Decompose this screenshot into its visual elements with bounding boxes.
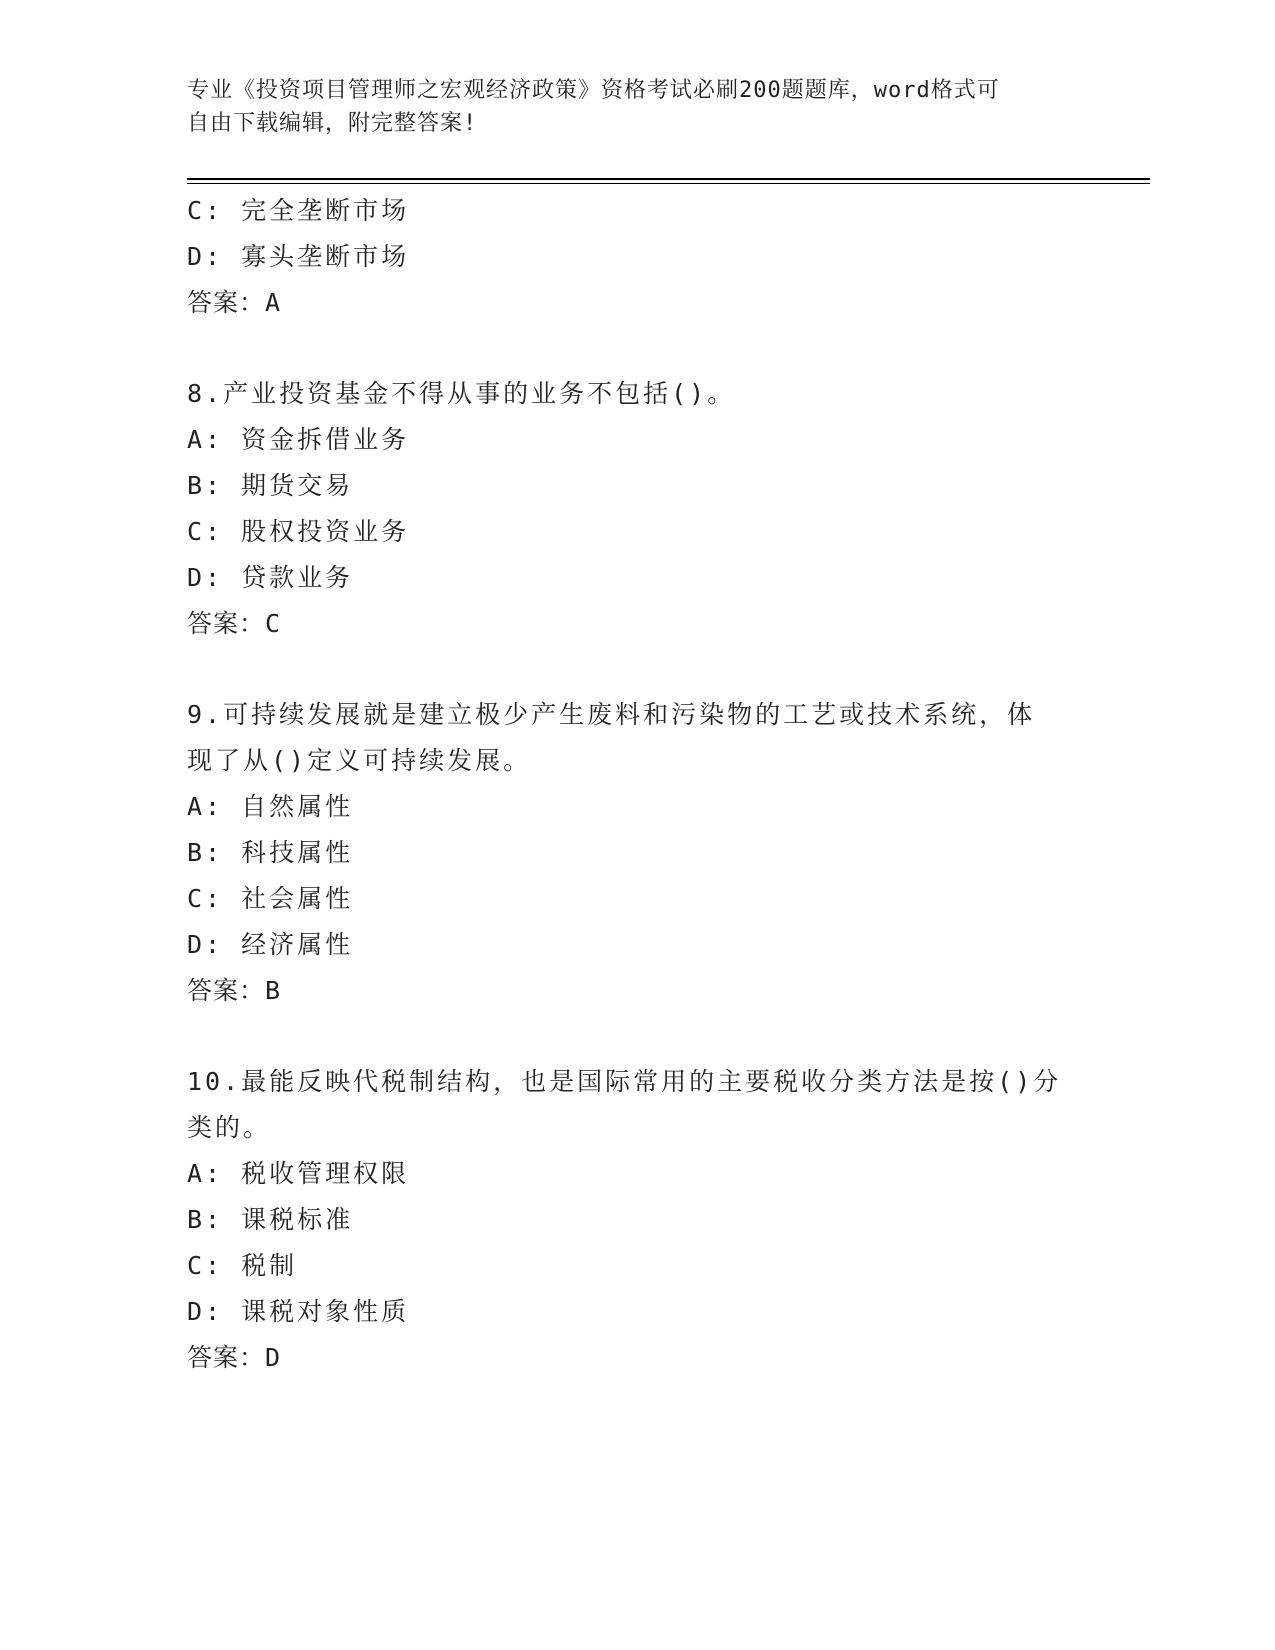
option-d: D: 贷款业务: [187, 563, 354, 592]
option-a: A: 自然属性: [187, 792, 354, 821]
option-a: A: 资金拆借业务: [187, 425, 410, 454]
header-line-1: 专业《投资项目管理师之宏观经济政策》资格考试必刷200题题库，word格式可: [187, 78, 1000, 103]
option-b: B: 课税标准: [187, 1205, 354, 1234]
spacer: [187, 647, 1087, 692]
question-text-line-1: 9.可持续发展就是建立极少产生废料和污染物的工艺或技术系统，体: [187, 700, 1036, 729]
question-list: [187, 188, 1087, 1381]
question-text-line-1: 10.最能反映代税制结构，也是国际常用的主要税收分类方法是按()分: [187, 1067, 1062, 1096]
option-d: D: 课税对象性质: [187, 1297, 410, 1326]
question-7: [187, 188, 1087, 326]
header-divider-thin: [187, 183, 1150, 184]
question-8: [187, 371, 1087, 647]
header-divider-thick: [187, 178, 1150, 180]
option-d: D: 经济属性: [187, 930, 354, 959]
answer: 答案：A: [187, 288, 282, 317]
question-text-line-2: 现了从()定义可持续发展。: [187, 746, 532, 775]
document-header: [187, 74, 1087, 140]
option-c: C: 社会属性: [187, 884, 354, 913]
question-9: [187, 692, 1087, 1014]
option-b: B: 期货交易: [187, 471, 354, 500]
option-c: C: 股权投资业务: [187, 517, 410, 546]
answer: 答案：C: [187, 609, 282, 638]
option-c: C: 完全垄断市场: [187, 196, 410, 225]
option-c: C: 税制: [187, 1251, 298, 1280]
option-d: D: 寡头垄断市场: [187, 242, 410, 271]
answer: 答案：D: [187, 1343, 282, 1372]
spacer: [187, 1014, 1087, 1059]
question-text: 8.产业投资基金不得从事的业务不包括()。: [187, 379, 736, 408]
answer: 答案：B: [187, 976, 282, 1005]
question-10: [187, 1059, 1087, 1381]
option-b: B: 科技属性: [187, 838, 354, 867]
header-line-2: 自由下载编辑，附完整答案!: [187, 111, 478, 136]
spacer: [187, 326, 1087, 371]
option-a: A: 税收管理权限: [187, 1159, 410, 1188]
question-text-line-2: 类的。: [187, 1113, 272, 1142]
